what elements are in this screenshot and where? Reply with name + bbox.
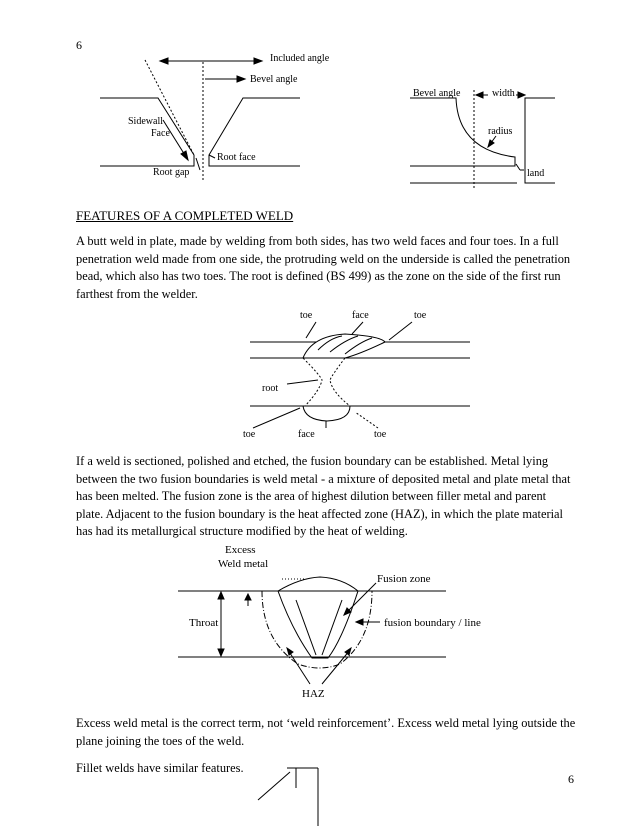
face-bottom-label: face: [298, 429, 315, 440]
land-label: land: [527, 168, 545, 179]
toe-top-right-label: toe: [414, 310, 427, 321]
root-face-label: Root face: [217, 152, 256, 163]
root-label: root: [262, 383, 279, 394]
haz-label: HAZ: [302, 688, 325, 700]
toe-bottom-right-label: toe: [374, 429, 387, 440]
face-top-label: face: [352, 310, 369, 321]
bevel-angle-label: Bevel angle: [250, 74, 298, 85]
face-label: Face: [151, 128, 170, 139]
page-number-bottom: 6: [568, 772, 574, 786]
paragraph-2: If a weld is sectioned, polished and etched, the fusion boundary can be established. Metal lying between the two fusion boundaries is weld metal - a mixture of deposited metal and plate metal that has been melted. The fusion zone is the area of highest dilution between filler metal and parent plate. Adjacent to the fusion boundary is the heat affected zone (HAZ), in which the plate material has had its metallurgical structure modified by the heat of welding.: [76, 454, 571, 538]
throat-label: Throat: [189, 617, 219, 629]
paragraph-1: A butt weld in plate, made by welding from both sides, has two weld faces and four toes. In a full penetration weld made from one side, the protruding weld on the underside is called the penetration bead, which also has two toes. The root is defined (BS 499) as the zone on the side of the first run farthest from the welder.: [76, 234, 571, 301]
fusion-zone-label: Fusion zone: [377, 573, 431, 585]
fusion-boundary-label: fusion boundary / line: [384, 617, 481, 629]
bevel-angle-label-2: Bevel angle: [413, 88, 461, 99]
sidewall-label: Sidewall: [128, 116, 163, 127]
toe-top-left-label: toe: [300, 310, 313, 321]
excess-label: Excess: [225, 544, 256, 556]
root-gap-label: Root gap: [153, 167, 190, 178]
weld-metal-label: Weld metal: [218, 558, 269, 570]
section-heading: FEATURES OF A COMPLETED WELD: [76, 208, 294, 223]
width-label: width: [492, 88, 515, 99]
radius-label: radius: [488, 126, 513, 137]
paragraph-3: Excess weld metal is the correct term, not ‘weld reinforcement’. Excess weld metal lying outside the plane joining the toes of the weld.: [76, 716, 576, 748]
included-angle-label: Included angle: [270, 53, 330, 64]
page-number-top: 6: [76, 38, 82, 52]
toe-bottom-left-label: toe: [243, 429, 256, 440]
paragraph-4: Fillet welds have similar features.: [76, 761, 244, 775]
